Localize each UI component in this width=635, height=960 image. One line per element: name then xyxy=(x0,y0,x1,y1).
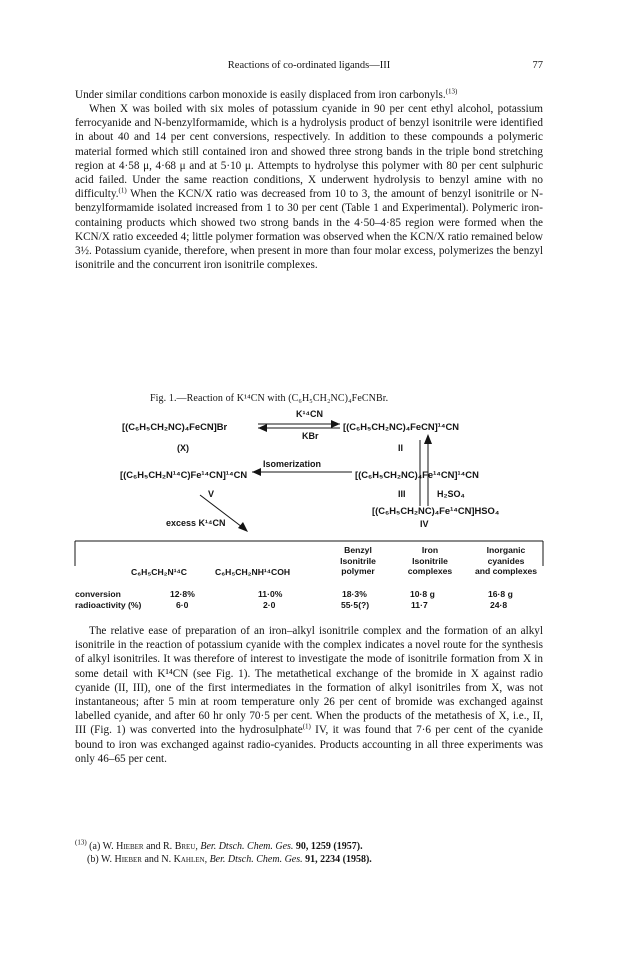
forward-arrowhead xyxy=(331,420,340,428)
row-label: radioactivity (%) xyxy=(75,600,142,610)
excess-reagent: excess K¹⁴CN xyxy=(166,518,226,528)
left-complex: [(C₆H₅CH₂NC)₄FeCN]Br xyxy=(122,421,228,432)
reverse-arrowhead xyxy=(258,424,267,432)
paragraph-3 xyxy=(75,624,543,766)
label-iv: IV xyxy=(420,519,429,529)
footnote-ref: (13) xyxy=(75,838,87,847)
hydrosulphate-complex: [(C₆H₅CH₂NC)₄Fe¹⁴CN]HSO₄ xyxy=(372,505,500,516)
footnote-volume: 91, 2234 (1958). xyxy=(302,854,372,865)
footnote-text: and N. xyxy=(141,854,174,865)
footnote-author: Hieber xyxy=(114,854,142,865)
paragraph-2-text-b: When the KCN/X ratio was decreased from 10 to 3, the amount of benzyl isonitrile or N-benzylformamide isolated increased from 1 to 30 per cent (Table 1 and Experimental). Polymeric iron-containing products which showed two strong bands in the 4·50–4·85 region were formed when the KCN/X ratio exceeded 4; little polymer formation was observed when the KCN/X ratio remained below 3½. Potassium cyanide, therefore, when present in more than four molar excess, polymerizes the benzyl isonitrile and the concurrent iron isonitrile complexes. xyxy=(75,188,543,272)
table-cell: 10·8 g xyxy=(410,589,435,599)
paragraph-2-text-a: When X was boiled with six moles of potassium cyanide in 90 per cent ethyl alcohol, potassium ferrocyanide and N-benzylformamide, which is a hydrolysis product of benzyl isonitrile were identified in about 40 and 14 per cent conversions, respectively. In addition to these compounds a polymeric material formed which still contained iron and showed three strong bands in the triple bond stretching region at 4·58 μ, 4·68 μ and at 5·10 μ. Attempts to hydrolyse this polymer with 80 per cent sulphuric acid failed. Under the same reaction conditions, X underwent hydrolysis to benzyl amine with no difficulty. xyxy=(75,103,543,201)
reference-marker: (1) xyxy=(302,722,311,731)
column-header: Inorganic cyanides and complexes xyxy=(474,545,538,576)
diagonal-arrow-line xyxy=(200,495,246,530)
isomerization-label: Isomerization xyxy=(263,459,322,469)
reagent-top: K¹⁴CN xyxy=(296,409,323,419)
up-arrowhead xyxy=(424,434,432,444)
column-header: C₆H₅CH₂NH¹⁴COH xyxy=(215,567,291,577)
footnote-author: Breu xyxy=(174,841,196,852)
table-cell: 16·8 g xyxy=(488,589,513,599)
footnote-author: Hieber xyxy=(116,841,144,852)
reference-marker: (1) xyxy=(118,186,127,195)
footnote-journal: , Ber. Dtsch. Chem. Ges. xyxy=(195,841,294,852)
table-cell: 6·0 xyxy=(176,600,189,610)
isomerization-arrowhead xyxy=(252,468,261,476)
table-cell: 24·8 xyxy=(490,600,508,610)
label-ii: II xyxy=(398,443,404,453)
footnote-author: Kahlen xyxy=(173,854,205,865)
label-x: (X) xyxy=(177,443,189,453)
column-header: Benzyl Isonitrile polymer xyxy=(340,545,376,576)
footnote-journal: , Ber. Dtsch. Chem. Ges. xyxy=(204,854,303,865)
column-header: C₆H₅CH₂N¹⁴C xyxy=(131,567,188,577)
table-cell: 12·8% xyxy=(170,589,195,599)
diagonal-arrowhead xyxy=(238,522,248,532)
running-title: Reactions of co-ordinated ligands—III xyxy=(227,60,391,71)
label-iii: III xyxy=(398,489,406,499)
column-header: Iron Isonitrile complexes xyxy=(407,545,453,576)
paragraph-1-text: Under similar conditions carbon monoxide is easily displaced from iron carbonyls. xyxy=(75,89,446,101)
label-v: V xyxy=(208,489,215,499)
row-label: conversion xyxy=(75,589,121,599)
footnote-text: and R. xyxy=(143,841,175,852)
table-cell: 55·5(?) xyxy=(341,600,370,610)
reagent-bottom: KBr xyxy=(302,431,319,441)
reagent-h2so4: H₂SO₄ xyxy=(437,489,465,499)
table-cell: 11·7 xyxy=(411,600,428,610)
footnote-text: (b) W. xyxy=(87,854,115,865)
footnote-volume: 90, 1259 (1957). xyxy=(293,841,363,852)
paragraph-3-text-a: The relative ease of preparation of an iron–alkyl isonitrile complex and the formation of an alkyl isonitrile in the reaction of potassium cyanide with the complex indicates a novel route for the synthesis of alkyl isonitriles. It was therefore of interest to investigate the mode of isonitrile formation from X in some detail with K¹⁴CN (see Fig. 1). The metathetical exchange of the bromide in X against radio cyanide (II, III), one of the first intermediates in the formation of alkyl isonitriles from X, was not instantaneous; after 5 min at room temperature only 26 per cent of bromide was exchanged against labelled cyanide, and after 60 hr only 70·5 per cent. When the products of the metathesis of X, i.e., II, III (Fig. 1) was converted into the hydrosulphate xyxy=(75,625,543,737)
right-lower-complex: [(C₆H₅CH₂NC)₄Fe¹⁴CN]¹⁴CN xyxy=(355,469,479,480)
footnote-b xyxy=(87,854,372,867)
footnote-text: (a) W. xyxy=(89,841,117,852)
left-lower-complex: [(C₆H₅CH₂N¹⁴C)Fe¹⁴CN]¹⁴CN xyxy=(120,469,248,480)
reference-marker: (13) xyxy=(445,87,458,96)
table-cell: 2·0 xyxy=(263,600,276,610)
figure-caption: Fig. 1.—Reaction of K¹⁴CN with (C₆H₅CH₂NC)₄FeCNBr. xyxy=(150,393,389,404)
table-cell: 18·3% xyxy=(342,589,367,599)
right-complex: [(C₆H₅CH₂NC)₄FeCN]¹⁴CN xyxy=(343,421,460,432)
paragraph-3-text-b: IV, it was found that 7·6 per cent of the cyanide bound to iron was exchanged against radio-cyanides. Products accounting in all three experiments was only 46–65 per cent. xyxy=(75,724,543,765)
page-number: 77 xyxy=(532,60,543,71)
footnote-a xyxy=(75,838,363,854)
table-cell: 11·0% xyxy=(258,589,283,599)
